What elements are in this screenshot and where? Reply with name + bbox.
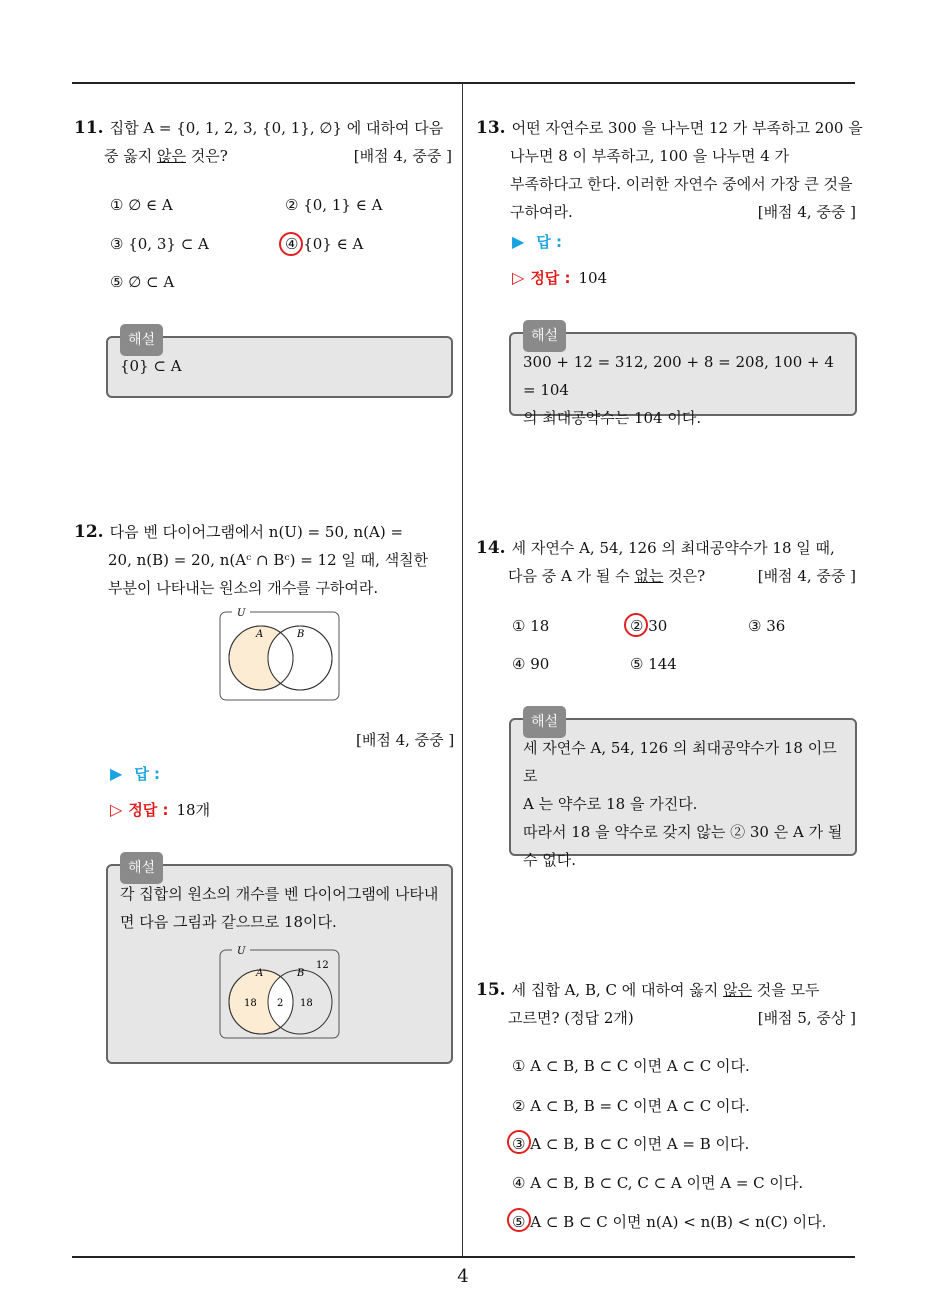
correct-answer (110, 799, 210, 820)
question-14 (476, 534, 856, 590)
underlined-word: 않은 (723, 981, 752, 999)
venn-diagram-solution (218, 942, 342, 1040)
option-4[interactable]: ④ A ⊂ B, B ⊂ C, C ⊂ A 이면 A = C 이다. (512, 1174, 804, 1192)
universe-label: U (237, 608, 246, 619)
page-number: 4 (457, 1266, 469, 1287)
outline-arrow-icon: ▷ (110, 800, 123, 819)
answer-label: 답 : (134, 765, 161, 783)
question-text: 중 옳지 (104, 147, 158, 165)
set-a-label: A (256, 629, 264, 640)
question-number: 14. (476, 538, 506, 558)
solution-text: A 는 약수로 18 을 가진다. (523, 795, 698, 813)
set-a-label: A (256, 968, 264, 979)
question-text: 나누면 8 이 부족하고, 100 을 나누면 4 가 (510, 147, 790, 165)
question-text: 세 자연수 A, 54, 126 의 최대공약수가 18 일 때, (511, 539, 835, 557)
option-3[interactable]: ③ {0, 3} ⊂ A (110, 235, 209, 253)
option-5[interactable]: ⑤ ∅ ⊂ A (110, 273, 175, 291)
question-text: 고르면? (정답 2개) (508, 1009, 634, 1027)
correct-answer (512, 267, 607, 288)
play-arrow-icon: ▶ (110, 764, 123, 783)
option-2[interactable]: ② {0, 1} ∈ A (285, 196, 383, 214)
solution-text: 각 집합의 원소의 개수를 벤 다이어그램에 나타내 (120, 885, 439, 903)
score-label: [배점 4, 중중 ] (353, 147, 452, 165)
underlined-word: 없는 (634, 567, 664, 585)
answer-circle-mark (507, 1130, 531, 1154)
option-4[interactable]: ④ 90 (512, 655, 550, 673)
set-b-label: B (297, 629, 305, 640)
question-11 (74, 114, 452, 170)
question-text: 부족하다고 한다. 이러한 자연수 중에서 가장 큰 것을 (510, 175, 853, 193)
column-divider (462, 83, 463, 1257)
correct-label: 정답 : (530, 269, 571, 287)
set-b-label: B (297, 968, 305, 979)
question-number: 13. (476, 118, 506, 138)
solution-text: 의 최대공약수는 104 이다. (523, 409, 702, 427)
intersection-count: 2 (277, 998, 284, 1009)
solution-tag: 해설 (120, 852, 163, 884)
solution-text: 300 + 12 = 312, 200 + 8 = 208, 100 + 4 = 104 (523, 353, 834, 399)
answer-label: 답 : (536, 233, 563, 251)
answer-circle-mark (507, 1208, 531, 1232)
question-text: 것은? (186, 147, 228, 165)
question-text: 어떤 자연수로 300 을 나누면 12 가 부족하고 200 을 (511, 119, 863, 137)
question-number: 12. (74, 522, 104, 542)
score-label: [배점 5, 중상 ] (757, 1009, 856, 1027)
question-text: 20, n(B) = 20, n(Aᶜ ∩ Bᶜ) = 12 일 때, 색칠한 (108, 551, 429, 569)
solution-tag: 해설 (523, 706, 566, 738)
outside-count: 12 (316, 960, 329, 971)
answer-circle-mark (624, 613, 648, 637)
question-text: 다음 벤 다이어그램에서 n(U) = 50, n(A) = (109, 523, 404, 541)
question-text: 다음 중 A 가 될 수 (508, 567, 635, 585)
question-12 (74, 518, 452, 602)
correct-label: 정답 : (128, 801, 169, 819)
solution-box (509, 714, 857, 869)
b-only-count: 18 (300, 998, 313, 1009)
score-label: [배점 4, 중중 ] (757, 203, 856, 221)
solution-box (509, 328, 857, 427)
option-2[interactable]: ② A ⊂ B, B = C 이면 A ⊂ C 이다. (512, 1097, 750, 1115)
correct-value: 104 (578, 269, 608, 287)
question-text: 부분이 나타내는 원소의 개수를 구하여라. (108, 579, 379, 597)
option-1[interactable]: ① ∅ ∈ A (110, 196, 173, 214)
option-4[interactable]: ④ {0} ∈ A (285, 235, 364, 253)
option-5[interactable]: ⑤ A ⊂ B ⊂ C 이면 n(A) < n(B) < n(C) 이다. (512, 1213, 827, 1231)
solution-tag: 해설 (120, 324, 163, 356)
underlined-word: 않은 (157, 147, 186, 165)
question-text: 세 집합 A, B, C 에 대하여 옳지 (511, 981, 724, 999)
question-text: 것을 모두 (752, 981, 820, 999)
question-text: 구하여라. (510, 203, 573, 221)
score-label: [배점 4, 중중 ] (356, 731, 455, 749)
correct-value: 18개 (176, 801, 211, 819)
solution-tag: 해설 (523, 320, 566, 352)
solution-text: 세 자연수 A, 54, 126 의 최대공약수가 18 이므로 (523, 739, 837, 785)
universe-label: U (237, 946, 246, 957)
answer-field[interactable] (110, 763, 160, 784)
option-3[interactable]: ③ 36 (748, 617, 786, 635)
a-only-count: 18 (244, 998, 257, 1009)
solution-text: {0} ⊂ A (120, 357, 182, 375)
option-2[interactable]: ② 30 (630, 617, 668, 635)
venn-diagram (218, 604, 342, 702)
solution-box (106, 332, 453, 398)
bottom-rule (72, 1256, 855, 1258)
option-5[interactable]: ⑤ 144 (630, 655, 677, 673)
option-1[interactable]: ① 18 (512, 617, 550, 635)
top-rule (72, 82, 855, 84)
solution-text: 면 다음 그림과 같으므로 18이다. (120, 913, 337, 931)
answer-circle-mark (279, 232, 303, 256)
solution-text: 수 없다. (523, 851, 577, 869)
option-3[interactable]: ③ A ⊂ B, B ⊂ C 이면 A = B 이다. (512, 1135, 750, 1153)
option-1[interactable]: ① A ⊂ B, B ⊂ C 이면 A ⊂ C 이다. (512, 1057, 750, 1075)
score-label: [배점 4, 중중 ] (757, 567, 856, 585)
answer-field[interactable] (512, 231, 562, 252)
solution-text: 따라서 18 을 약수로 갖지 않는 ② 30 은 A 가 될 (523, 823, 843, 841)
play-arrow-icon: ▶ (512, 232, 525, 251)
question-number: 15. (476, 980, 506, 1000)
question-text: 것은? (663, 567, 706, 585)
question-13 (476, 114, 863, 226)
question-15 (476, 976, 856, 1032)
question-text: 집합 A = {0, 1, 2, 3, {0, 1}, ∅} 에 대하여 다음 (109, 119, 444, 137)
question-number: 11. (74, 118, 104, 138)
outline-arrow-icon: ▷ (512, 268, 525, 287)
